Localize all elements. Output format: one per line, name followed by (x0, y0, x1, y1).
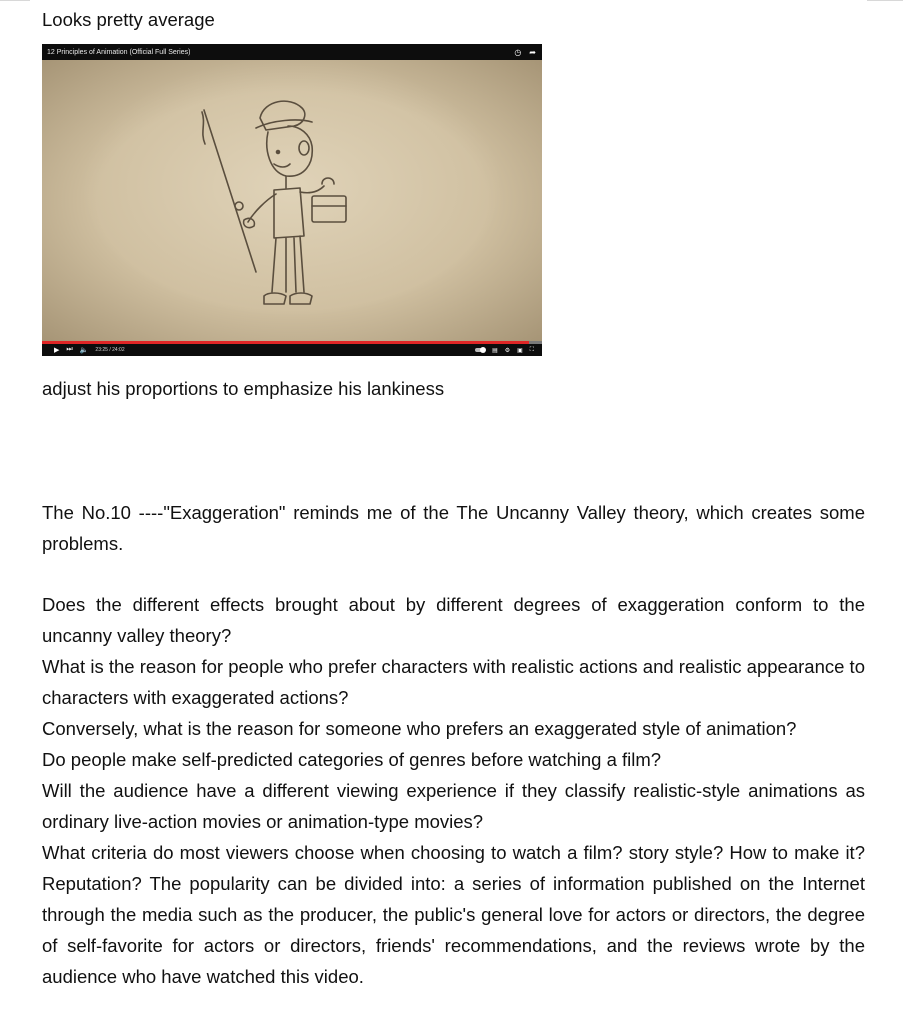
hat (260, 101, 305, 130)
share-icon[interactable]: ➦ (529, 47, 536, 57)
right-leg (294, 238, 296, 292)
shirt (274, 188, 304, 238)
caption-text-block (42, 373, 865, 404)
theory-text-block (42, 497, 865, 559)
question-paragraph: Does the different effects brought about by different degrees of exaggeration conform to the uncanny valley theory? (42, 594, 865, 646)
right-shoe (290, 293, 312, 304)
question-paragraph: Conversely, what is the reason for someone who prefers an exaggerated style of animation? (42, 718, 797, 739)
mouth (274, 164, 290, 167)
intro-paragraph: Looks pretty average (42, 9, 215, 30)
left-leg (272, 238, 276, 292)
cartoon-character-illustration (42, 60, 542, 341)
video-frame[interactable] (42, 60, 542, 341)
video-title[interactable]: 12 Principles of Animation (Official Full Series) (47, 48, 191, 56)
head (267, 126, 312, 176)
video-player[interactable] (42, 44, 542, 356)
settings-icon[interactable]: ⚙ (504, 347, 511, 354)
tackle-box (312, 196, 346, 222)
next-icon[interactable]: ⏭ (66, 346, 73, 353)
clock-icon[interactable]: ◷ (514, 47, 522, 57)
autoplay-toggle-icon[interactable] (475, 348, 485, 352)
video-top-icons (514, 48, 542, 57)
ear (299, 141, 309, 155)
rod-reel (235, 202, 243, 210)
play-icon[interactable]: ▶ (54, 347, 60, 354)
page-corner-mark-left (0, 0, 30, 1)
caption-paragraph: adjust his proportions to emphasize his lankiness (42, 378, 445, 399)
question-paragraph: Will the audience have a different viewing experience if they classify realistic-style animations as ordinary live-action movies or animation-type movies? (42, 780, 865, 832)
controls-right (475, 347, 542, 354)
video-control-bar (42, 344, 542, 356)
subtitles-icon[interactable]: ▤ (492, 347, 498, 354)
right-arm (300, 186, 324, 193)
fishing-rod (204, 110, 256, 272)
intro-text-block (42, 4, 865, 35)
fishing-line (202, 112, 205, 144)
video-time: 23:25 / 24:02 (95, 347, 125, 353)
questions-text-block (42, 589, 865, 992)
theory-paragraph: The No.10 ----"Exaggeration" reminds me of the The Uncanny Valley theory, which creates some problems. (42, 502, 865, 554)
left-shoe (264, 293, 286, 304)
video-top-bar (42, 44, 542, 60)
fullscreen-icon[interactable]: ⛶ (529, 346, 534, 353)
box-handle (322, 178, 334, 184)
controls-left (42, 346, 125, 354)
volume-icon[interactable]: 🔈 (79, 347, 89, 354)
question-paragraph: What criteria do most viewers choose when choosing to watch a film? story style? How to make it? Reputation? The popularity can be divided into: a series of information published on the Internet through the media such as the producer, the public's general love for actors or directors, the degree of self-favorite for actors or directors, friends' recommendations, and the reviews wrote by the audience who have watched this video. (42, 842, 865, 987)
miniplayer-icon[interactable]: ▣ (517, 347, 523, 354)
left-arm (248, 194, 276, 222)
eye (277, 151, 280, 154)
question-paragraph: Do people make self-predicted categories of genres before watching a film? (42, 749, 662, 770)
question-paragraph: What is the reason for people who prefer characters with realistic actions and realistic appearance to characters with exaggerated actions? (42, 656, 865, 708)
page-corner-mark-right (867, 0, 903, 1)
